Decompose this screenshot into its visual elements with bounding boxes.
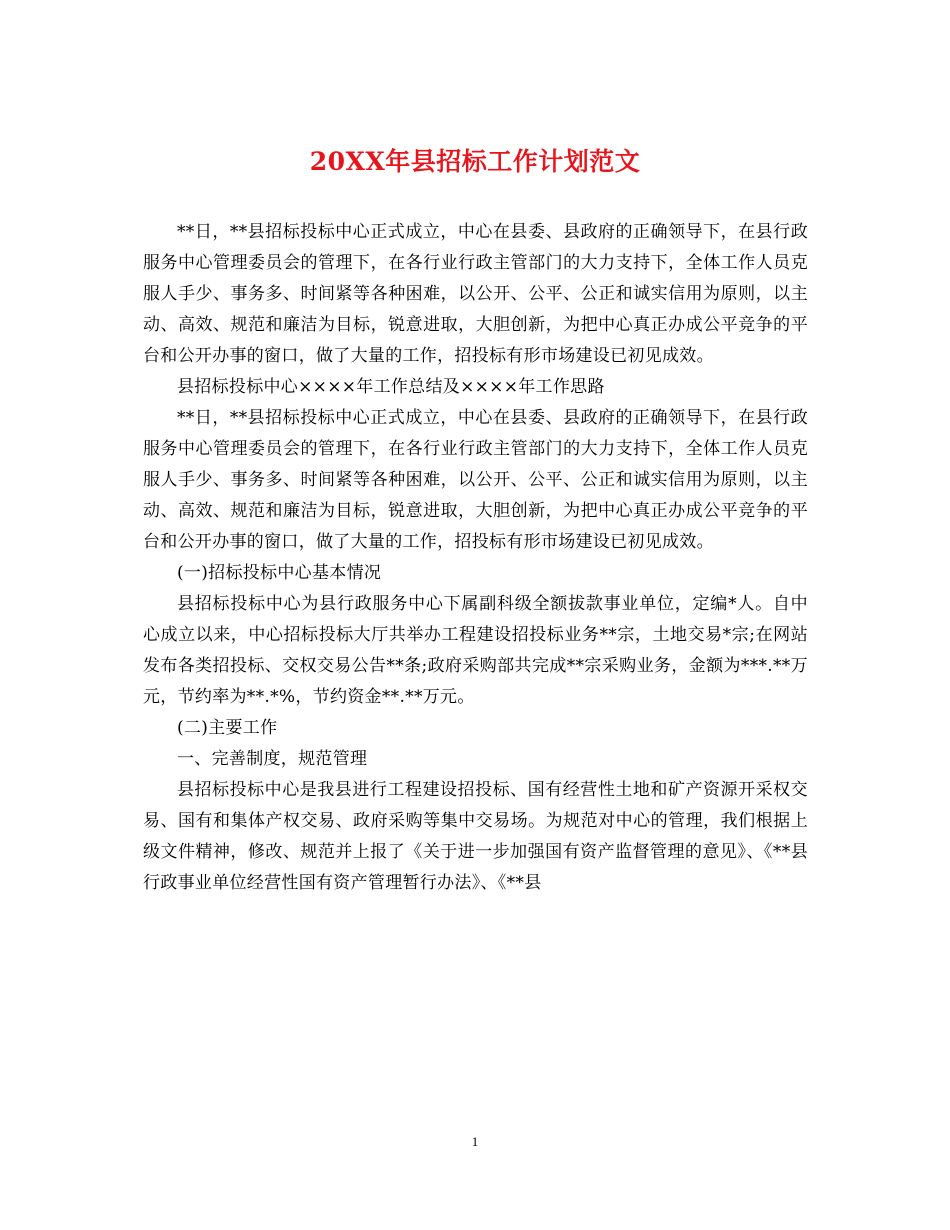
paragraph-basic-info: 县招标投标中心为县行政服务中心下属副科级全额拔款事业单位，定编*人。自中心成立以来，中心招标投标大厅共举办工程建设招投标业务**宗，土地交易*宗;在网站发布各类招投标、交权交易公告**条;政府采购部共完成**宗采购业务，金额为***.**万元，节约率为**.*%，节约资金**.**万元。 bbox=[143, 594, 808, 707]
paragraph-subheading-main-work: (二)主要工作 bbox=[177, 718, 278, 738]
paragraph-system-details: 县招标投标中心是我县进行工程建设招投标、国有经营性土地和矿产资源开采权交易、国有和集体产权交易、政府采购等集中交易场。为规范对中心的管理，我们根据上级文件精神，修改、规范并上报了《关于进一步加强国有资产监督管理的意见》、《**县行政事业单位经营性国有资产管理暂行办法》、《**县 bbox=[143, 780, 808, 893]
paragraph-subheading-basic-info: (一)招标投标中心基本情况 bbox=[177, 563, 382, 583]
paragraph-section-heading: 县招标投标中心××××年工作总结及××××年工作思路 bbox=[177, 377, 605, 397]
document-title: 20XX年县招标工作计划范文 bbox=[309, 147, 641, 176]
page-number: 1 bbox=[471, 1134, 479, 1149]
paragraph-subheading-system: 一、完善制度，规范管理 bbox=[177, 749, 368, 769]
document-body bbox=[143, 217, 808, 899]
paragraph-intro-repeat: **日，**县招标投标中心正式成立，中心在县委、县政府的正确领导下，在县行政服务中心管理委员会的管理下，在各行业行政主管部门的大力支持下，全体工作人员克服人手少、事务多、时间紧等各种困难，以公开、公平、公正和诚实信用为原则，以主动、高效、规范和廉洁为目标，锐意进取，大胆创新，为把中心真正办成公平竞争的平台和公开办事的窗口，做了大量的工作，招投标有形市场建设已初见成效。 bbox=[143, 408, 808, 552]
paragraph-intro: **日，**县招标投标中心正式成立，中心在县委、县政府的正确领导下，在县行政服务中心管理委员会的管理下，在各行业行政主管部门的大力支持下，全体工作人员克服人手少、事务多、时间紧等各种困难，以公开、公平、公正和诚实信用为原则，以主动、高效、规范和廉洁为目标，锐意进取，大胆创新，为把中心真正办成公平竞争的平台和公开办事的窗口，做了大量的工作，招投标有形市场建设已初见成效。 bbox=[143, 222, 808, 366]
